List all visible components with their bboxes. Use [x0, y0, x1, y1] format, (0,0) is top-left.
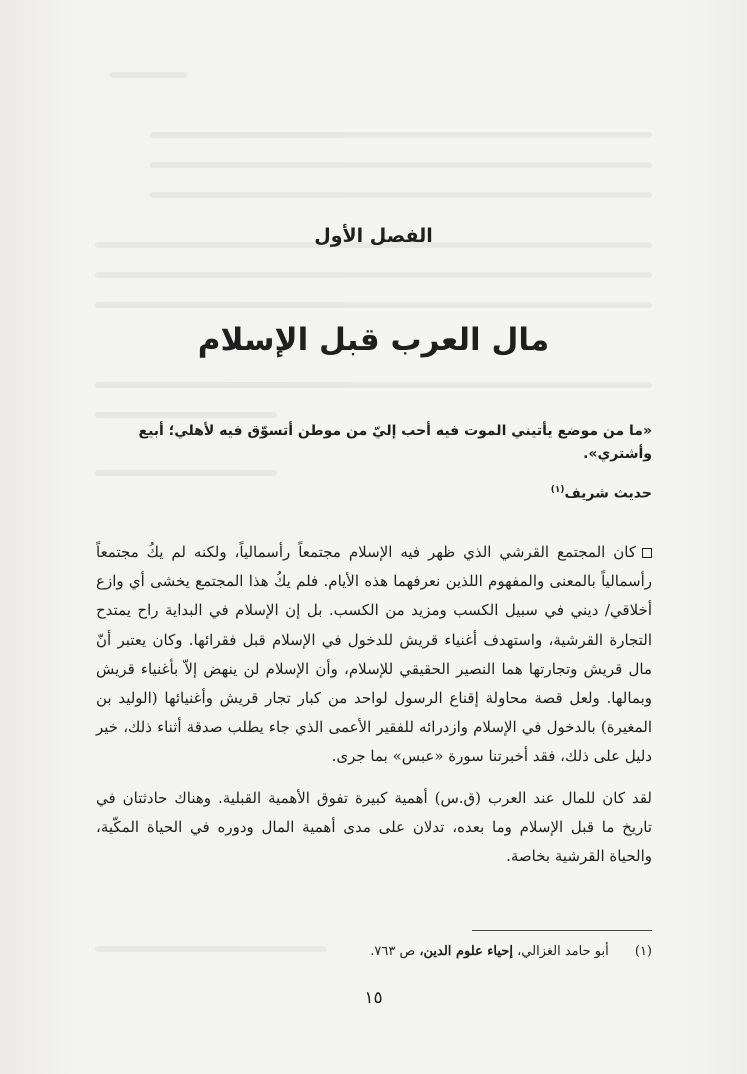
footnote-number: (١)	[634, 944, 652, 959]
bleed-through-line	[110, 72, 187, 78]
bleed-through-line	[150, 192, 652, 198]
footnote	[96, 944, 652, 959]
bleed-through-line	[95, 382, 652, 388]
page-number: ١٥	[364, 988, 383, 1008]
bleed-through-line	[95, 470, 277, 476]
bleed-through-line	[150, 132, 652, 138]
paragraph-text: لقد كان للمال عند العرب (ق.س) أهمية كبيرة تفوق الأهمية القبلية. وهناك حادثتان في تاريخ ما قبل الإسلام وما بعده، تدلان على مدى أهمية المال ودوره في الحياة المكّية، والحياة القرشية بخاصة.	[96, 788, 652, 866]
epigraph-source-text: حديث شريف	[564, 485, 652, 502]
chapter-label: الفصل الأول	[314, 225, 433, 247]
paragraph-marker-icon	[642, 548, 652, 558]
epigraph-source	[551, 485, 652, 502]
footnote-book-title: إحياء علوم الدين،	[419, 944, 513, 959]
body-text	[96, 538, 652, 871]
chapter-title: مال العرب قبل الإسلام	[197, 322, 550, 358]
paragraph-text: كان المجتمع القرشي الذي ظهر فيه الإسلام مجتمعاً رأسمالياً، ولكنه لم يكُ مجتمعاً رأسمالياً بالمعنى والمفهوم اللذين نعرفهما هذه الأيام. فلم يكُ هذا المجتمع يخشى أي وازع أخلاقي/ ديني في سبيل الكسب ومزيد من الكسب. بل إن الإسلام في البداية راح يمتدح التجارة القرشية، واستهدف أغنياء قريش للدخول في الإسلام قبل فقرائها. وكان يعتبر أنّ مال قريش وتجارتها هما النصير الحقيقي للإسلام، وأن الإسلام لن ينهض إلاّ بأغنياء قريش وبمالها. ولعل قصة محاولة إقناع الرسول لواحد من كبار تجار قريش وأغنيائها (الوليد بن المغيرة) بالدخول في الإسلام وازدرائه للفقير الأعمى الذي جاء يطلب صدقة أثناء ذلك، خير دليل على ذلك، فقد أخبرتنا سورة «عبس» بما جرى.	[96, 543, 652, 766]
paragraph	[96, 784, 652, 872]
bleed-through-line	[95, 412, 277, 418]
footnote-divider	[472, 930, 652, 931]
footnote-author: أبو حامد الغزالي،	[517, 944, 609, 959]
footnote-reference: (١)	[550, 485, 565, 495]
footnote-page: ص ٧٦٣.	[370, 944, 416, 959]
epigraph-quote: «ما من موضع يأتيني الموت فيه أحب إليّ من موطن أتسوّق فيه لأهلي؛ أبيع وأشتري».	[138, 423, 652, 462]
paragraph	[96, 538, 652, 772]
bleed-through-line	[95, 272, 652, 278]
bleed-through-line	[150, 162, 652, 168]
bleed-through-line	[95, 302, 652, 308]
